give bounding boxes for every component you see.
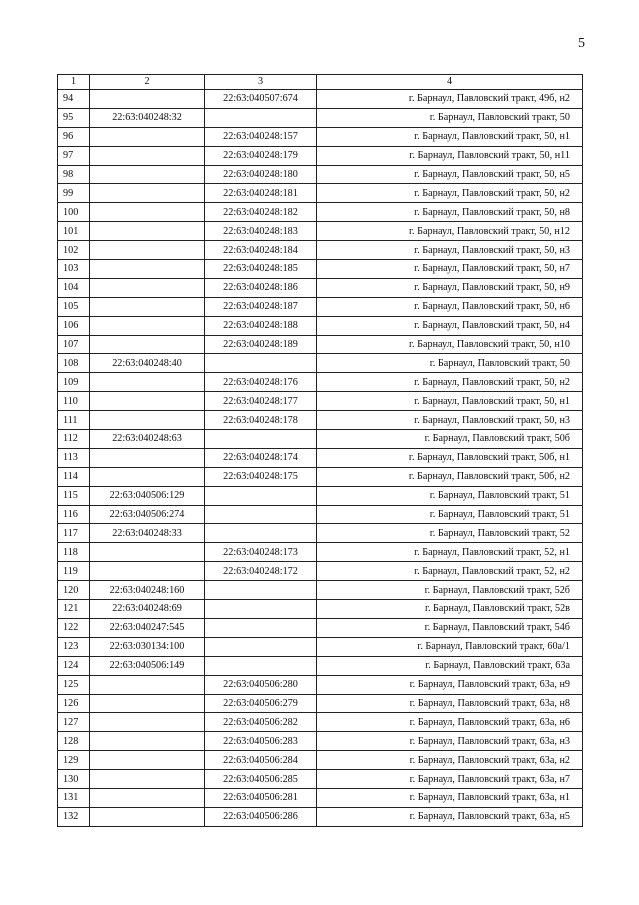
land-parcel-cell: [90, 770, 205, 789]
table-row: [58, 713, 583, 732]
building-number-cell: 22:63:040506:280: [205, 675, 317, 694]
building-number-cell: 22:63:040506:279: [205, 694, 317, 713]
table-row: [58, 373, 583, 392]
table-row: [58, 448, 583, 467]
address-cell: г. Барнаул, Павловский тракт, 52: [317, 524, 583, 543]
row-number-cell: 100: [58, 203, 90, 222]
address-cell: г. Барнаул, Павловский тракт, 50, н1: [317, 392, 583, 411]
row-number-cell: 129: [58, 751, 90, 770]
building-number-cell: 22:63:040506:284: [205, 751, 317, 770]
building-number-cell: 22:63:040507:674: [205, 90, 317, 109]
land-parcel-cell: 22:63:040248:63: [90, 430, 205, 449]
table-row: [58, 807, 583, 826]
address-cell: г. Барнаул, Павловский тракт, 51: [317, 486, 583, 505]
table-row: [58, 222, 583, 241]
row-number-cell: 106: [58, 316, 90, 335]
row-number-cell: 131: [58, 788, 90, 807]
land-parcel-cell: 22:63:040248:160: [90, 581, 205, 600]
row-number-cell: 107: [58, 335, 90, 354]
table-row: [58, 637, 583, 656]
address-cell: г. Барнаул, Павловский тракт, 63а, н7: [317, 770, 583, 789]
address-cell: г. Барнаул, Павловский тракт, 52, н2: [317, 562, 583, 581]
row-number-cell: 95: [58, 108, 90, 127]
building-number-cell: [205, 581, 317, 600]
land-parcel-cell: [90, 335, 205, 354]
building-number-cell: [205, 486, 317, 505]
building-number-cell: 22:63:040506:286: [205, 807, 317, 826]
address-cell: г. Барнаул, Павловский тракт, 50, н8: [317, 203, 583, 222]
land-parcel-cell: [90, 260, 205, 279]
building-number-cell: 22:63:040248:177: [205, 392, 317, 411]
land-parcel-cell: [90, 127, 205, 146]
table-row: [58, 770, 583, 789]
table-row: [58, 278, 583, 297]
row-number-cell: 124: [58, 656, 90, 675]
table-row: [58, 694, 583, 713]
land-parcel-cell: [90, 713, 205, 732]
address-cell: г. Барнаул, Павловский тракт, 50, н3: [317, 411, 583, 430]
land-parcel-cell: 22:63:040248:69: [90, 600, 205, 619]
table-row: [58, 184, 583, 203]
land-parcel-cell: [90, 675, 205, 694]
address-cell: г. Барнаул, Павловский тракт, 63а, н8: [317, 694, 583, 713]
building-number-cell: 22:63:040248:173: [205, 543, 317, 562]
land-parcel-cell: [90, 90, 205, 109]
building-number-cell: 22:63:040248:188: [205, 316, 317, 335]
table-row: [58, 486, 583, 505]
address-cell: г. Барнаул, Павловский тракт, 50, н4: [317, 316, 583, 335]
building-number-cell: [205, 656, 317, 675]
row-number-cell: 109: [58, 373, 90, 392]
land-parcel-cell: [90, 543, 205, 562]
row-number-cell: 102: [58, 241, 90, 260]
land-parcel-cell: 22:63:040506:149: [90, 656, 205, 675]
address-cell: г. Барнаул, Павловский тракт, 50б, н2: [317, 467, 583, 486]
row-number-cell: 96: [58, 127, 90, 146]
table-row: [58, 146, 583, 165]
column-header-4: 4: [317, 75, 583, 90]
land-parcel-cell: 22:63:040506:274: [90, 505, 205, 524]
land-parcel-cell: [90, 316, 205, 335]
address-cell: г. Барнаул, Павловский тракт, 50, н10: [317, 335, 583, 354]
table-row: [58, 108, 583, 127]
address-cell: г. Барнаул, Павловский тракт, 50, н12: [317, 222, 583, 241]
address-cell: г. Барнаул, Павловский тракт, 50б, н1: [317, 448, 583, 467]
address-cell: г. Барнаул, Павловский тракт, 60а/1: [317, 637, 583, 656]
building-number-cell: 22:63:040248:181: [205, 184, 317, 203]
row-number-cell: 119: [58, 562, 90, 581]
row-number-cell: 118: [58, 543, 90, 562]
row-number-cell: 117: [58, 524, 90, 543]
row-number-cell: 125: [58, 675, 90, 694]
land-parcel-cell: [90, 222, 205, 241]
address-cell: г. Барнаул, Павловский тракт, 50, н2: [317, 184, 583, 203]
table-row: [58, 732, 583, 751]
land-parcel-cell: [90, 562, 205, 581]
address-cell: г. Барнаул, Павловский тракт, 50, н2: [317, 373, 583, 392]
row-number-cell: 113: [58, 448, 90, 467]
row-number-cell: 122: [58, 618, 90, 637]
row-number-cell: 132: [58, 807, 90, 826]
building-number-cell: 22:63:040248:175: [205, 467, 317, 486]
row-number-cell: 114: [58, 467, 90, 486]
row-number-cell: 112: [58, 430, 90, 449]
land-parcel-cell: [90, 203, 205, 222]
row-number-cell: 130: [58, 770, 90, 789]
land-parcel-cell: [90, 448, 205, 467]
building-number-cell: 22:63:040506:282: [205, 713, 317, 732]
table-row: [58, 165, 583, 184]
page-number: 5: [578, 36, 585, 51]
row-number-cell: 103: [58, 260, 90, 279]
land-parcel-cell: [90, 165, 205, 184]
table-row: [58, 656, 583, 675]
address-cell: г. Барнаул, Павловский тракт, 63а: [317, 656, 583, 675]
column-header-2: 2: [90, 75, 205, 90]
column-header-1: 1: [58, 75, 90, 90]
table-row: [58, 127, 583, 146]
land-parcel-cell: [90, 694, 205, 713]
table-body: [58, 90, 583, 827]
building-number-cell: [205, 354, 317, 373]
address-cell: г. Барнаул, Павловский тракт, 51: [317, 505, 583, 524]
building-number-cell: 22:63:040248:186: [205, 278, 317, 297]
row-number-cell: 116: [58, 505, 90, 524]
address-cell: г. Барнаул, Павловский тракт, 50б: [317, 430, 583, 449]
table-row: [58, 430, 583, 449]
row-number-cell: 99: [58, 184, 90, 203]
building-number-cell: [205, 505, 317, 524]
land-parcel-cell: [90, 732, 205, 751]
table-row: [58, 203, 583, 222]
address-cell: г. Барнаул, Павловский тракт, 49б, н2: [317, 90, 583, 109]
address-cell: г. Барнаул, Павловский тракт, 50, н6: [317, 297, 583, 316]
address-cell: г. Барнаул, Павловский тракт, 54б: [317, 618, 583, 637]
row-number-cell: 108: [58, 354, 90, 373]
table-row: [58, 392, 583, 411]
table-row: [58, 562, 583, 581]
address-cell: г. Барнаул, Павловский тракт, 50, н9: [317, 278, 583, 297]
address-cell: г. Барнаул, Павловский тракт, 63а, н1: [317, 788, 583, 807]
building-number-cell: 22:63:040506:283: [205, 732, 317, 751]
building-number-cell: 22:63:040248:180: [205, 165, 317, 184]
building-number-cell: 22:63:040506:281: [205, 788, 317, 807]
building-number-cell: 22:63:040248:183: [205, 222, 317, 241]
table-row: [58, 751, 583, 770]
address-cell: г. Барнаул, Павловский тракт, 63а, н9: [317, 675, 583, 694]
address-cell: г. Барнаул, Павловский тракт, 52, н1: [317, 543, 583, 562]
table-row: [58, 241, 583, 260]
land-parcel-cell: [90, 467, 205, 486]
table-row: [58, 600, 583, 619]
building-number-cell: 22:63:040506:285: [205, 770, 317, 789]
table-row: [58, 505, 583, 524]
row-number-cell: 110: [58, 392, 90, 411]
table-header-row: [58, 75, 583, 90]
row-number-cell: 123: [58, 637, 90, 656]
building-number-cell: 22:63:040248:182: [205, 203, 317, 222]
building-number-cell: 22:63:040248:187: [205, 297, 317, 316]
land-parcel-cell: 22:63:040248:32: [90, 108, 205, 127]
land-parcel-cell: [90, 297, 205, 316]
row-number-cell: 98: [58, 165, 90, 184]
address-cell: г. Барнаул, Павловский тракт, 50, н5: [317, 165, 583, 184]
building-number-cell: [205, 108, 317, 127]
building-number-cell: 22:63:040248:184: [205, 241, 317, 260]
building-number-cell: 22:63:040248:189: [205, 335, 317, 354]
land-parcel-cell: [90, 373, 205, 392]
row-number-cell: 127: [58, 713, 90, 732]
land-parcel-cell: [90, 807, 205, 826]
row-number-cell: 104: [58, 278, 90, 297]
table-row: [58, 335, 583, 354]
land-parcel-cell: [90, 411, 205, 430]
address-cell: г. Барнаул, Павловский тракт, 63а, н2: [317, 751, 583, 770]
building-number-cell: 22:63:040248:157: [205, 127, 317, 146]
building-number-cell: 22:63:040248:174: [205, 448, 317, 467]
address-cell: г. Барнаул, Павловский тракт, 63а, н6: [317, 713, 583, 732]
land-parcel-cell: [90, 146, 205, 165]
property-table: [57, 74, 583, 827]
building-number-cell: [205, 430, 317, 449]
building-number-cell: [205, 637, 317, 656]
table-row: [58, 316, 583, 335]
address-cell: г. Барнаул, Павловский тракт, 50, н1: [317, 127, 583, 146]
table-row: [58, 467, 583, 486]
row-number-cell: 115: [58, 486, 90, 505]
row-number-cell: 128: [58, 732, 90, 751]
address-cell: г. Барнаул, Павловский тракт, 50, н3: [317, 241, 583, 260]
address-cell: г. Барнаул, Павловский тракт, 50: [317, 354, 583, 373]
address-cell: г. Барнаул, Павловский тракт, 50: [317, 108, 583, 127]
land-parcel-cell: 22:63:030134:100: [90, 637, 205, 656]
address-cell: г. Барнаул, Павловский тракт, 50, н7: [317, 260, 583, 279]
row-number-cell: 97: [58, 146, 90, 165]
row-number-cell: 120: [58, 581, 90, 600]
address-cell: г. Барнаул, Павловский тракт, 52в: [317, 600, 583, 619]
table-row: [58, 354, 583, 373]
land-parcel-cell: [90, 751, 205, 770]
table-row: [58, 788, 583, 807]
column-header-3: 3: [205, 75, 317, 90]
row-number-cell: 94: [58, 90, 90, 109]
address-cell: г. Барнаул, Павловский тракт, 63а, н3: [317, 732, 583, 751]
land-parcel-cell: [90, 241, 205, 260]
table-row: [58, 675, 583, 694]
land-parcel-cell: 22:63:040248:40: [90, 354, 205, 373]
land-parcel-cell: [90, 392, 205, 411]
table-row: [58, 543, 583, 562]
row-number-cell: 105: [58, 297, 90, 316]
table-row: [58, 524, 583, 543]
row-number-cell: 101: [58, 222, 90, 241]
table-row: [58, 90, 583, 109]
land-parcel-cell: [90, 184, 205, 203]
building-number-cell: 22:63:040248:185: [205, 260, 317, 279]
building-number-cell: 22:63:040248:179: [205, 146, 317, 165]
table-row: [58, 260, 583, 279]
building-number-cell: [205, 618, 317, 637]
land-parcel-cell: [90, 278, 205, 297]
table-row: [58, 411, 583, 430]
building-number-cell: [205, 600, 317, 619]
building-number-cell: 22:63:040248:176: [205, 373, 317, 392]
address-cell: г. Барнаул, Павловский тракт, 50, н11: [317, 146, 583, 165]
address-cell: г. Барнаул, Павловский тракт, 63а, н5: [317, 807, 583, 826]
address-cell: г. Барнаул, Павловский тракт, 52б: [317, 581, 583, 600]
table-row: [58, 618, 583, 637]
building-number-cell: 22:63:040248:178: [205, 411, 317, 430]
table-row: [58, 581, 583, 600]
building-number-cell: [205, 524, 317, 543]
row-number-cell: 121: [58, 600, 90, 619]
land-parcel-cell: 22:63:040506:129: [90, 486, 205, 505]
land-parcel-cell: 22:63:040247:545: [90, 618, 205, 637]
land-parcel-cell: [90, 788, 205, 807]
row-number-cell: 111: [58, 411, 90, 430]
land-parcel-cell: 22:63:040248:33: [90, 524, 205, 543]
building-number-cell: 22:63:040248:172: [205, 562, 317, 581]
row-number-cell: 126: [58, 694, 90, 713]
table-row: [58, 297, 583, 316]
